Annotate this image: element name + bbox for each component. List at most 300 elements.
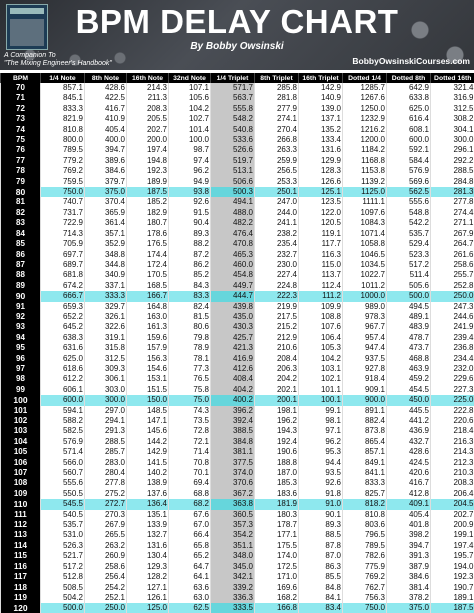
delay-cell: 796.5 [343,530,387,540]
delay-cell: 326.1 [85,312,127,322]
delay-cell: 113.7 [299,270,343,280]
delay-cell: 756.3 [343,593,387,603]
delay-cell: 571.4 [41,447,85,457]
delay-cell: 308.2 [431,114,474,124]
bpm-delay-table [0,73,474,613]
website-link[interactable]: BobbyOwsinskiCourses.com [352,56,470,66]
delay-cell: 957.4 [343,333,387,343]
delay-cell: 263.3 [255,145,299,155]
delay-cell: 400.0 [85,135,127,145]
delay-cell: 394.7 [85,145,127,155]
delay-cell: 108.8 [299,312,343,322]
delay-cell: 891.1 [343,406,387,416]
delay-cell: 562.5 [387,187,431,197]
delay-cell: 468.8 [387,354,431,364]
delay-cell: 83.4 [299,603,343,613]
table-row [1,416,474,426]
delay-cell: 202.7 [127,125,169,135]
delay-cell: 425.7 [211,333,255,343]
table-row [1,322,474,332]
delay-cell: 316.9 [431,93,474,103]
delay-cell: 250.0 [431,291,474,301]
delay-cell: 779.2 [41,156,85,166]
delay-cell: 535.7 [387,229,431,239]
delay-cell: 200.9 [431,520,474,530]
delay-cell: 800.0 [41,135,85,145]
column-header: 8th Note [85,73,127,83]
delay-cell: 107.1 [169,83,211,93]
delay-cell: 576.9 [41,437,85,447]
delay-cell: 337.1 [85,281,127,291]
delay-cell: 375.0 [387,603,431,613]
delay-cell: 389.6 [85,156,127,166]
delay-cell: 329.7 [85,302,127,312]
table-row [1,145,474,155]
bpm-cell: 118 [1,583,41,593]
bpm-cell: 87 [1,260,41,270]
delay-cell: 78.9 [169,343,211,353]
table-row [1,530,474,540]
delay-cell: 441.2 [387,416,431,426]
delay-cell: 569.6 [387,177,431,187]
bpm-cell: 116 [1,562,41,572]
delay-cell: 401.8 [387,520,431,530]
delay-cell: 633.8 [387,93,431,103]
delay-cell: 631.6 [41,343,85,353]
table-row [1,177,474,187]
delay-cell: 511.4 [387,270,431,280]
delay-cell: 909.1 [343,385,387,395]
delay-cell: 74.3 [169,406,211,416]
delay-cell: 129.3 [127,562,169,572]
header-banner [0,0,474,70]
delay-cell: 384.6 [387,572,431,582]
delay-cell: 714.3 [41,229,85,239]
table-row [1,166,474,176]
delay-cell: 365.9 [85,208,127,218]
bpm-cell: 89 [1,281,41,291]
delay-cell: 918.4 [343,374,387,384]
delay-cell: 378.2 [387,593,431,603]
delay-cell: 336.3 [211,593,255,603]
delay-cell: 500.3 [211,187,255,197]
delay-cell: 1022.7 [343,270,387,280]
delay-cell: 789.5 [41,145,85,155]
delay-cell: 82.4 [169,302,211,312]
delay-cell: 199.1 [431,530,474,540]
delay-cell: 117.7 [299,239,343,249]
delay-cell: 93.5 [299,468,343,478]
delay-cell: 87.8 [299,541,343,551]
table-row [1,291,474,301]
delay-cell: 436.9 [387,426,431,436]
delay-cell: 351.1 [211,541,255,551]
delay-cell: 94.9 [169,177,211,187]
delay-cell: 512.8 [41,572,85,582]
delay-cell: 177.1 [255,530,299,540]
table-row [1,302,474,312]
column-header: 16th Note [127,73,169,83]
delay-cell: 1153.8 [343,166,387,176]
delay-cell: 271.1 [431,218,474,228]
bpm-cell: 104 [1,437,41,447]
delay-cell: 280.4 [85,468,127,478]
table-row [1,510,474,520]
delay-cell: 208.3 [431,478,474,488]
delay-cell: 106.4 [299,333,343,343]
delay-cell: 550.5 [41,489,85,499]
delay-cell: 339.2 [211,583,255,593]
column-header: Dotted 1/4 [343,73,387,83]
delay-cell: 803.6 [343,520,387,530]
delay-cell: 166.8 [255,603,299,613]
delay-cell: 321.4 [431,83,474,93]
table-row [1,374,474,384]
delay-cell: 256.5 [255,166,299,176]
delay-cell: 424.5 [387,458,431,468]
delay-cell: 535.7 [41,520,85,530]
delay-cell: 230.0 [255,260,299,270]
table-row [1,406,474,416]
delay-cell: 101.4 [169,125,211,135]
table-row [1,125,474,135]
delay-cell: 206.3 [255,364,299,374]
delay-cell: 140.9 [299,93,343,103]
delay-cell: 600.0 [387,135,431,145]
delay-cell: 232.0 [431,364,474,374]
delay-cell: 697.7 [41,250,85,260]
tagline-line-2: "The Mixing Engineer's Handbook" [4,60,112,67]
bpm-cell: 83 [1,218,41,228]
column-header: Dotted 8th [387,73,431,83]
delay-cell: 147.1 [127,416,169,426]
delay-cell: 216.3 [431,437,474,447]
table-row [1,312,474,322]
table-row [1,333,474,343]
delay-cell: 1139.2 [343,177,387,187]
delay-cell: 1000.0 [343,291,387,301]
delay-cell: 192.3 [431,572,474,582]
delay-cell: 857.1 [41,83,85,93]
delay-cell: 250.0 [85,603,127,613]
delay-cell: 129.9 [299,156,343,166]
delay-cell: 238.2 [255,229,299,239]
delay-cell: 1250.0 [343,104,387,114]
delay-cell: 78.1 [169,354,211,364]
bpm-cell: 112 [1,520,41,530]
delay-cell: 205.5 [127,114,169,124]
delay-cell: 133.9 [127,520,169,530]
delay-cell: 291.3 [85,426,127,436]
delay-cell: 164.8 [127,302,169,312]
delay-cell: 187.5 [431,603,474,613]
delay-cell: 63.6 [169,583,211,593]
delay-cell: 782.6 [343,551,387,561]
table-row [1,93,474,103]
delay-cell: 533.6 [211,135,255,145]
delay-cell: 283.0 [85,458,127,468]
delay-cell: 185.2 [127,197,169,207]
bpm-cell: 90 [1,291,41,301]
delay-cell: 689.7 [41,260,85,270]
delay-cell: 517.2 [41,562,85,572]
delay-cell: 303.0 [85,385,127,395]
delay-cell: 454.8 [211,270,255,280]
delay-cell: 196.2 [255,416,299,426]
delay-cell: 454.5 [387,385,431,395]
delay-cell: 99.1 [299,406,343,416]
delay-cell: 141.5 [127,458,169,468]
delay-cell: 120.5 [299,218,343,228]
table-row [1,489,474,499]
delay-cell: 810.8 [343,510,387,520]
delay-cell: 68.8 [169,489,211,499]
bpm-cell: 101 [1,406,41,416]
delay-cell: 92.6 [169,197,211,207]
delay-cell: 192.4 [255,437,299,447]
delay-cell: 200.0 [127,135,169,145]
table-row [1,135,474,145]
delay-cell: 292.2 [431,156,474,166]
delay-cell: 206.4 [431,489,474,499]
table-body [1,83,474,613]
table-row [1,468,474,478]
page-title: BPM DELAY CHART [75,3,399,40]
delay-cell: 252.1 [85,593,127,603]
delay-cell: 422.5 [85,93,127,103]
delay-cell: 394.7 [387,541,431,551]
delay-cell: 582.5 [41,426,85,436]
delay-cell: 769.2 [343,572,387,582]
bpm-cell: 95 [1,343,41,353]
delay-cell: 214.3 [431,447,474,457]
bpm-cell: 91 [1,302,41,312]
delay-cell: 606.1 [41,385,85,395]
delay-cell: 978.3 [343,312,387,322]
delay-cell: 432.7 [387,437,431,447]
delay-cell: 198.1 [255,406,299,416]
bpm-cell: 117 [1,572,41,582]
table-row [1,385,474,395]
delay-cell: 285.7 [85,447,127,457]
delay-cell: 272.7 [85,499,127,509]
delay-cell: 416.9 [211,354,255,364]
delay-cell: 312.5 [85,354,127,364]
delay-cell: 91.8 [299,489,343,499]
delay-cell: 156.3 [127,354,169,364]
table-row [1,104,474,114]
delay-cell: 63.0 [169,593,211,603]
delay-cell: 84.3 [169,281,211,291]
delay-cell: 132.7 [127,530,169,540]
delay-cell: 80.6 [169,322,211,332]
delay-cell: 333.5 [211,603,255,613]
bpm-cell: 114 [1,541,41,551]
table-row [1,541,474,551]
delay-cell: 180.7 [127,218,169,228]
bpm-cell: 98 [1,374,41,384]
delay-cell: 260.9 [85,551,127,561]
delay-cell: 131.6 [127,541,169,551]
delay-cell: 244.6 [431,312,474,322]
bpm-cell: 92 [1,312,41,322]
bpm-cell: 72 [1,104,41,114]
bpm-cell: 119 [1,593,41,603]
delay-cell: 214.3 [127,83,169,93]
delay-cell: 900.0 [343,395,387,405]
delay-cell: 381.4 [387,583,431,593]
delay-cell: 144.2 [127,437,169,447]
delay-cell: 775.9 [343,562,387,572]
delay-cell: 545.5 [41,499,85,509]
delay-cell: 176.5 [127,239,169,249]
delay-cell: 478.7 [387,333,431,343]
delay-cell: 128.3 [299,166,343,176]
delay-cell: 166.7 [127,291,169,301]
delay-cell: 519.7 [211,156,255,166]
delay-cell: 131.6 [299,145,343,155]
delay-cell: 445.5 [387,406,431,416]
delay-cell: 253.3 [255,177,299,187]
delay-cell: 277.8 [431,197,474,207]
delay-cell: 227.3 [431,385,474,395]
delay-cell: 542.2 [387,218,431,228]
delay-cell: 178.7 [255,520,299,530]
delay-cell: 159.6 [127,333,169,343]
delay-cell: 281.3 [431,187,474,197]
delay-cell: 1232.9 [343,114,387,124]
delay-cell: 857.1 [343,447,387,457]
delay-cell: 563.7 [211,93,255,103]
delay-cell: 342.1 [211,572,255,582]
delay-cell: 300.0 [85,395,127,405]
delay-cell: 250.1 [255,187,299,197]
delay-cell: 182.9 [127,208,169,218]
table-row [1,478,474,488]
column-header: 16th Triplet [299,73,343,83]
delay-cell: 195.7 [431,551,474,561]
delay-cell: 769.2 [41,166,85,176]
delay-cell: 161.3 [127,322,169,332]
delay-cell: 215.2 [255,322,299,332]
delay-cell: 412.6 [211,364,255,374]
delay-cell: 222.3 [255,291,299,301]
delay-cell: 288.5 [85,437,127,447]
delay-cell: 439.8 [211,302,255,312]
delay-cell: 281.8 [255,93,299,103]
delay-cell: 500.0 [387,291,431,301]
delay-cell: 555.6 [41,478,85,488]
bpm-cell: 108 [1,478,41,488]
delay-cell: 360.5 [211,510,255,520]
delay-cell: 821.9 [41,114,85,124]
table-row [1,218,474,228]
delay-cell: 174.4 [127,250,169,260]
delay-cell: 404.2 [211,385,255,395]
delay-cell: 500.0 [41,603,85,613]
delay-cell: 73.5 [169,416,211,426]
delay-cell: 750.0 [343,603,387,613]
delay-cell: 84.1 [299,593,343,603]
delay-cell: 71.4 [169,447,211,457]
delay-cell: 1034.5 [343,260,387,270]
delay-cell: 116.3 [299,250,343,260]
delay-cell: 494.5 [387,302,431,312]
delay-cell: 506.6 [211,177,255,187]
delay-cell: 416.7 [387,478,431,488]
delay-cell: 1168.8 [343,156,387,166]
delay-cell: 247.0 [255,197,299,207]
delay-cell: 873.8 [343,426,387,436]
delay-cell: 618.6 [41,364,85,374]
delay-cell: 674.2 [41,281,85,291]
delay-cell: 459.2 [387,374,431,384]
delay-cell: 387.9 [387,562,431,572]
bpm-cell: 73 [1,114,41,124]
delay-cell: 86.3 [299,562,343,572]
delay-cell: 521.7 [41,551,85,561]
table-row [1,270,474,280]
delay-cell: 180.3 [255,510,299,520]
delay-cell: 142.9 [127,447,169,457]
delay-cell: 168.5 [127,281,169,291]
delay-cell: 430.3 [211,322,255,332]
delay-cell: 309.3 [85,364,127,374]
delay-cell: 409.1 [387,499,431,509]
delay-cell: 171.0 [255,572,299,582]
delay-cell: 818.2 [343,499,387,509]
delay-cell: 72.1 [169,437,211,447]
delay-cell: 194.0 [431,562,474,572]
delay-cell: 150.0 [127,395,169,405]
table-row [1,562,474,572]
delay-cell: 1097.6 [343,208,387,218]
delay-cell: 833.3 [41,104,85,114]
table-row [1,583,474,593]
delay-cell: 65.8 [169,541,211,551]
delay-cell: 211.3 [127,93,169,103]
delay-cell: 135.2 [299,125,343,135]
delay-cell: 1071.4 [343,229,387,239]
delay-cell: 361.4 [85,218,127,228]
delay-cell: 463.9 [387,364,431,374]
delay-cell: 275.2 [85,489,127,499]
delay-cell: 428.6 [85,83,127,93]
delay-cell: 266.8 [255,135,299,145]
delay-cell: 102.7 [169,114,211,124]
delay-cell: 94.4 [299,458,343,468]
delay-cell: 731.7 [41,208,85,218]
delay-cell: 239.4 [431,333,474,343]
delay-cell: 588.2 [41,416,85,426]
delay-cell: 229.6 [431,374,474,384]
delay-cell: 127.1 [127,583,169,593]
delay-cell: 405.4 [85,125,127,135]
delay-cell: 540.5 [41,510,85,520]
delay-cell: 625.0 [41,354,85,364]
delay-cell: 102.1 [299,374,343,384]
delay-cell: 264.7 [431,239,474,249]
delay-cell: 135.1 [127,510,169,520]
delay-cell: 392.4 [211,416,255,426]
table-row [1,187,474,197]
delay-cell: 841.1 [343,468,387,478]
delay-cell: 1216.2 [343,125,387,135]
delay-cell: 482.2 [211,218,255,228]
bpm-cell: 120 [1,603,41,613]
bpm-cell: 79 [1,177,41,187]
delay-cell: 241.9 [431,322,474,332]
